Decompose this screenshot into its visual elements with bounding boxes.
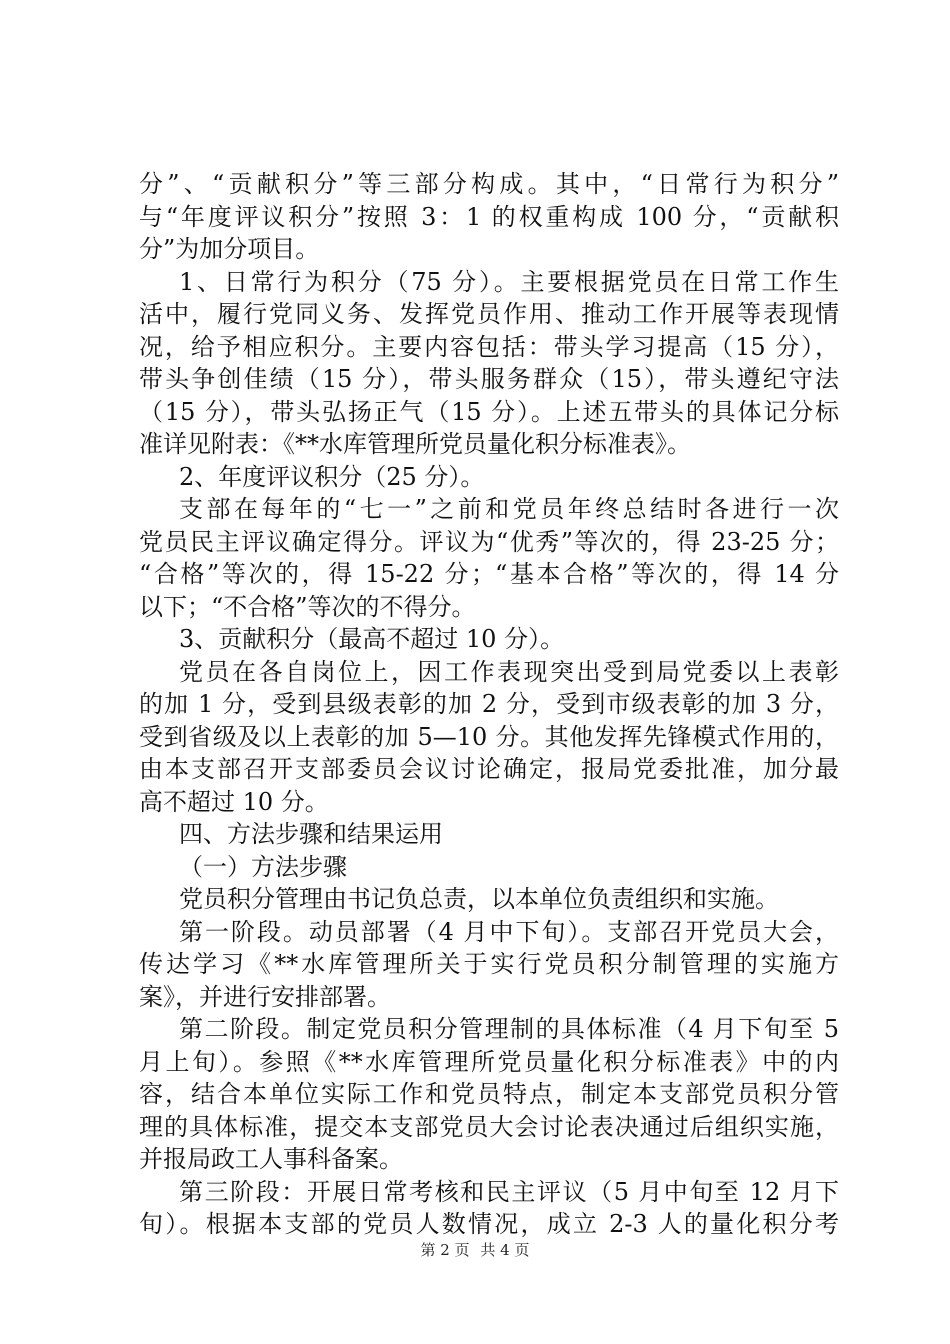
- text-line: 理的具体标准，提交本支部党员大会讨论表决通过后组织实施，: [139, 1112, 839, 1141]
- text-line: 党员在各自岗位上，因工作表现突出受到局党委以上表彰: [179, 657, 839, 686]
- text-line: 党员民主评议确定得分。评议为“优秀”等次的，得 23-25 分；: [139, 527, 839, 556]
- text-line: 月上旬）。参照《**水库管理所党员量化积分标准表》中的内: [139, 1047, 839, 1076]
- text-line: “合格”等次的，得 15-22 分；“基本合格”等次的，得 14 分: [139, 560, 839, 588]
- text-line: 的加 1 分，受到县级表彰的加 2 分，受到市级表彰的加 3 分，: [139, 690, 839, 718]
- text-line: 第二阶段。制定党员积分管理制的具体标准（4 月下旬至 5: [179, 1015, 839, 1043]
- page-number: 第 2 页: [420, 1241, 470, 1259]
- text-line: 分”、“贡献积分”等三部分构成。其中，“日常行为积分”: [139, 170, 839, 198]
- page-total: 共 4 页: [480, 1241, 530, 1259]
- text-line: 1、日常行为积分（75 分）。主要根据党员在日常工作生: [179, 267, 839, 296]
- text-line: 3、贡献积分（最高不超过 10 分）。: [179, 625, 565, 653]
- text-line: 案》，并进行安排部署。: [139, 982, 391, 1011]
- text-line: 以下；“不合格”等次的不得分。: [139, 592, 476, 621]
- text-line: 旬）。根据本支部的党员人数情况，成立 2-3 人的量化积分考: [139, 1210, 839, 1238]
- text-line: 与“年度评议积分”按照 3：1 的权重构成 100 分，“贡献积: [139, 202, 839, 231]
- text-line: 2、年度评议积分（25 分）。: [179, 462, 485, 491]
- text-line: 准详见附表：《**水库管理所党员量化积分标准表》。: [139, 430, 691, 458]
- text-line: 况，给予相应积分。主要内容包括：带头学习提高（15 分），: [139, 332, 839, 361]
- document-body: [139, 168, 839, 1241]
- text-line: 第一阶段。动员部署（4 月中下旬）。支部召开党员大会，: [179, 917, 839, 946]
- text-line: 高不超过 10 分。: [139, 787, 329, 816]
- text-line: 活中，履行党同义务、发挥党员作用、推动工作开展等表现情: [139, 300, 839, 328]
- text-line: 带头争创佳绩（15 分），带头服务群众（15），带头遵纪守法: [139, 365, 839, 393]
- section-heading: 四、方法步骤和结果运用: [179, 820, 443, 848]
- text-line: 并报局政工人事科备案。: [139, 1145, 403, 1173]
- subsection-heading: （一）方法步骤: [179, 852, 347, 881]
- text-line: 由本支部召开支部委员会议讨论确定，报局党委批准，加分最: [139, 755, 839, 783]
- page-footer: [0, 1240, 950, 1260]
- text-line: 第三阶段：开展日常考核和民主评议（5 月中旬至 12 月下: [179, 1177, 839, 1206]
- text-line: 支部在每年的“七一”之前和党员年终总结时各进行一次: [179, 495, 839, 523]
- text-line: 受到省级及以上表彰的加 5—10 分。其他发挥先锋模式作用的，: [139, 722, 839, 751]
- text-line: 党员积分管理由书记负总责，以本单位负责组织和实施。: [179, 885, 779, 913]
- text-line: 容，结合本单位实际工作和党员特点，制定本支部党员积分管: [139, 1080, 839, 1108]
- text-line: 传达学习《**水库管理所关于实行党员积分制管理的实施方: [139, 950, 839, 978]
- text-line: 分”为加分项目。: [139, 235, 320, 263]
- text-line: （15 分），带头弘扬正气（15 分）。上述五带头的具体记分标: [139, 397, 839, 426]
